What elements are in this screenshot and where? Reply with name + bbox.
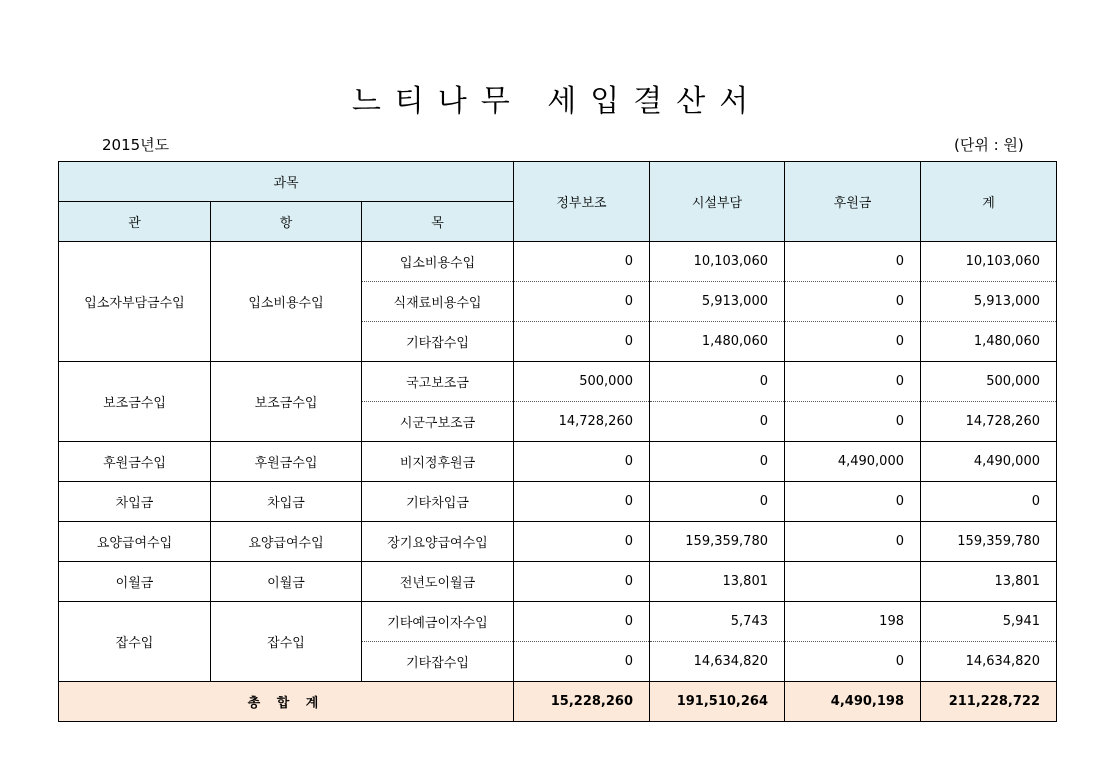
mok-cell: 기타차입금 [362, 482, 514, 522]
facility-charge-cell: 0 [650, 482, 785, 522]
gwan-cell: 보조금수입 [59, 362, 211, 442]
total-row [59, 682, 1057, 722]
sum-cell: 0 [921, 482, 1057, 522]
sum-cell: 4,490,000 [921, 442, 1057, 482]
table-row [59, 562, 1057, 602]
header-donation: 후원금 [785, 162, 921, 242]
government-subsidy-cell: 14,728,260 [514, 402, 650, 442]
mok-cell: 국고보조금 [362, 362, 514, 402]
gwan-cell: 이월금 [59, 562, 211, 602]
donation-cell: 0 [785, 642, 921, 682]
facility-charge-cell: 5,743 [650, 602, 785, 642]
mok-cell: 기타예금이자수입 [362, 602, 514, 642]
total-donation: 4,490,198 [785, 682, 921, 722]
sum-cell: 159,359,780 [921, 522, 1057, 562]
sum-cell: 1,480,060 [921, 322, 1057, 362]
hang-cell: 보조금수입 [211, 362, 362, 442]
total-government-subsidy: 15,228,260 [514, 682, 650, 722]
sum-cell: 5,913,000 [921, 282, 1057, 322]
gwan-cell: 후원금수입 [59, 442, 211, 482]
donation-cell [785, 562, 921, 602]
mok-cell: 전년도이월금 [362, 562, 514, 602]
gwan-cell: 잡수입 [59, 602, 211, 682]
donation-cell: 0 [785, 522, 921, 562]
sum-cell: 500,000 [921, 362, 1057, 402]
mok-cell: 식재료비용수입 [362, 282, 514, 322]
table-row [59, 522, 1057, 562]
table-row [59, 482, 1057, 522]
total-facility-charge: 191,510,264 [650, 682, 785, 722]
hang-cell: 차입금 [211, 482, 362, 522]
facility-charge-cell: 159,359,780 [650, 522, 785, 562]
hang-cell: 후원금수입 [211, 442, 362, 482]
government-subsidy-cell: 0 [514, 602, 650, 642]
donation-cell: 0 [785, 482, 921, 522]
header-hang: 항 [211, 202, 362, 242]
page-title: 느티나무 세입결산서 [351, 84, 763, 119]
donation-cell: 0 [785, 322, 921, 362]
facility-charge-cell: 10,103,060 [650, 242, 785, 282]
sum-cell: 5,941 [921, 602, 1057, 642]
mok-cell: 기타잡수입 [362, 322, 514, 362]
gwan-cell: 입소자부담금수입 [59, 242, 211, 362]
government-subsidy-cell: 500,000 [514, 362, 650, 402]
government-subsidy-cell: 0 [514, 242, 650, 282]
government-subsidy-cell: 0 [514, 482, 650, 522]
donation-cell: 0 [785, 242, 921, 282]
unit-label: (단위 : 원) [954, 136, 1024, 154]
revenue-settlement-table [58, 161, 1057, 722]
header-mok: 목 [362, 202, 514, 242]
mok-cell: 시군구보조금 [362, 402, 514, 442]
government-subsidy-cell: 0 [514, 322, 650, 362]
government-subsidy-cell: 0 [514, 562, 650, 602]
sum-cell: 14,634,820 [921, 642, 1057, 682]
header-total: 계 [921, 162, 1057, 242]
header-gwamok: 과목 [59, 162, 514, 202]
total-label: 총 합 계 [59, 682, 514, 722]
hang-cell: 입소비용수입 [211, 242, 362, 362]
donation-cell: 0 [785, 282, 921, 322]
table-body [59, 242, 1057, 682]
table-row [59, 442, 1057, 482]
hang-cell: 잡수입 [211, 602, 362, 682]
facility-charge-cell: 13,801 [650, 562, 785, 602]
mok-cell: 장기요양급여수입 [362, 522, 514, 562]
hang-cell: 이월금 [211, 562, 362, 602]
donation-cell: 198 [785, 602, 921, 642]
donation-cell: 4,490,000 [785, 442, 921, 482]
header-facility-charge: 시설부담 [650, 162, 785, 242]
donation-cell: 0 [785, 362, 921, 402]
sum-cell: 13,801 [921, 562, 1057, 602]
gwan-cell: 차입금 [59, 482, 211, 522]
table-row [59, 242, 1057, 282]
gwan-cell: 요양급여수입 [59, 522, 211, 562]
hang-cell: 요양급여수입 [211, 522, 362, 562]
government-subsidy-cell: 0 [514, 642, 650, 682]
facility-charge-cell: 5,913,000 [650, 282, 785, 322]
table-row [59, 602, 1057, 642]
facility-charge-cell: 0 [650, 402, 785, 442]
facility-charge-cell: 14,634,820 [650, 642, 785, 682]
donation-cell: 0 [785, 402, 921, 442]
header-government-subsidy: 정부보조 [514, 162, 650, 242]
total-sum: 211,228,722 [921, 682, 1057, 722]
mok-cell: 비지정후원금 [362, 442, 514, 482]
facility-charge-cell: 1,480,060 [650, 322, 785, 362]
header-gwan: 관 [59, 202, 211, 242]
facility-charge-cell: 0 [650, 442, 785, 482]
sum-cell: 14,728,260 [921, 402, 1057, 442]
mok-cell: 기타잡수입 [362, 642, 514, 682]
government-subsidy-cell: 0 [514, 522, 650, 562]
fiscal-year: 2015년도 [102, 136, 170, 154]
government-subsidy-cell: 0 [514, 282, 650, 322]
government-subsidy-cell: 0 [514, 442, 650, 482]
table-row [59, 362, 1057, 402]
facility-charge-cell: 0 [650, 362, 785, 402]
mok-cell: 입소비용수입 [362, 242, 514, 282]
sum-cell: 10,103,060 [921, 242, 1057, 282]
